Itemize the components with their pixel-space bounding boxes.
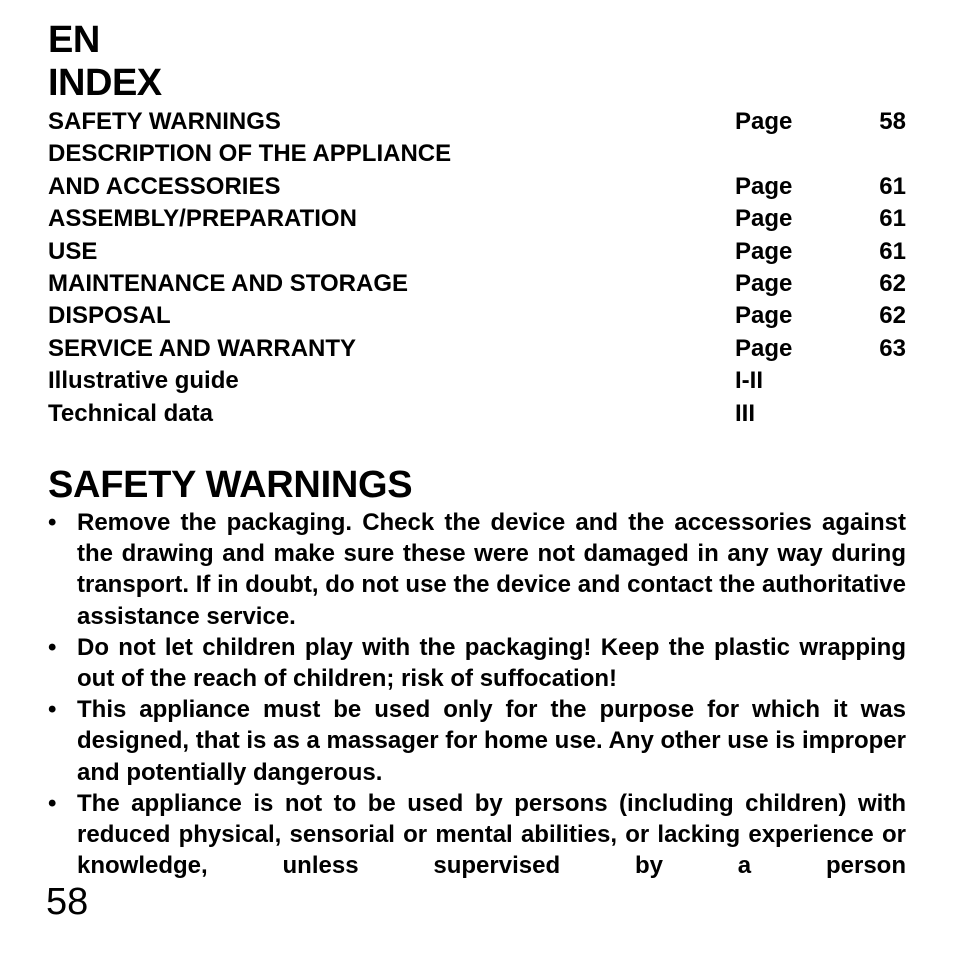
safety-warnings-heading: SAFETY WARNINGS (48, 463, 413, 506)
toc-title: USE (48, 237, 98, 265)
bullet-icon: • (48, 633, 57, 661)
toc-page-label: Page (735, 172, 793, 200)
toc-title: ASSEMBLY/PREPARATION (48, 205, 357, 233)
list-item (48, 788, 906, 882)
bullet-text: Remove the packaging. Check the device and the accessories against the drawing and make sure these were not damaged in any way during transport. If in doubt, do not use the device and contact the authoritative assistance service. (77, 508, 906, 630)
toc-page-label: Page (735, 269, 793, 297)
list-item (48, 694, 906, 788)
bullet-text: The appliance is not to be used by persons (including children) with reduced physical, sensorial or mental abilities, or lacking experience or knowledge, unless supervised by a person (77, 789, 906, 880)
safety-bullet-list (48, 507, 906, 881)
toc-row (48, 398, 906, 430)
toc-row (48, 268, 906, 300)
toc-title: Technical data (48, 399, 213, 427)
toc-page-number: 61 (879, 172, 906, 200)
toc-row (48, 236, 906, 268)
toc-title: AND ACCESSORIES (48, 172, 281, 200)
toc-page-label: Page (735, 237, 793, 265)
toc-page-number (835, 398, 906, 430)
toc-row (48, 333, 906, 365)
toc-page-label: Page (735, 334, 793, 362)
bullet-icon: • (48, 508, 57, 536)
toc-title: DISPOSAL (48, 302, 171, 330)
toc-row (48, 171, 906, 203)
toc-page-label: Page (735, 302, 793, 330)
toc-page-number: 62 (879, 302, 906, 330)
toc-row (48, 138, 906, 170)
toc-page-number (835, 138, 906, 170)
toc-page-number: 58 (879, 108, 906, 135)
list-item (48, 507, 906, 632)
toc-page-number: 61 (879, 237, 906, 265)
bullet-icon: • (48, 696, 57, 724)
index-heading: INDEX (48, 62, 162, 104)
language-code: EN (48, 19, 100, 61)
toc-title: Illustrative guide (48, 367, 239, 395)
toc-page-label: III (735, 399, 756, 427)
bullet-text: This appliance must be used only for the purpose for which it was designed, that is as a massager for home use. Any other use is improper and potentially dangerous. (77, 696, 906, 786)
document-page (48, 18, 906, 881)
toc-page-number (835, 365, 906, 397)
page-number: 58 (46, 881, 89, 923)
toc-page-label: I-II (735, 367, 763, 395)
toc-title: SAFETY WARNINGS (48, 108, 281, 135)
toc-title: SERVICE AND WARRANTY (48, 334, 357, 362)
toc-row (48, 300, 906, 332)
list-item (48, 632, 906, 694)
toc-page-label (735, 138, 835, 170)
toc-page-label: Page (735, 205, 793, 233)
toc-title: MAINTENANCE AND STORAGE (48, 269, 409, 297)
table-of-contents (48, 106, 906, 430)
toc-title: DESCRIPTION OF THE APPLIANCE (48, 140, 452, 168)
bullet-text: Do not let children play with the packaging! Keep the plastic wrapping out of the reach of children; risk of suffocation! (77, 633, 906, 692)
bullet-icon: • (48, 789, 57, 817)
toc-page-number: 61 (879, 205, 906, 233)
toc-row (48, 106, 906, 138)
toc-row (48, 365, 906, 397)
toc-page-number: 62 (879, 269, 906, 297)
toc-row (48, 203, 906, 235)
toc-page-label: Page (735, 108, 793, 135)
toc-page-number: 63 (879, 334, 906, 362)
